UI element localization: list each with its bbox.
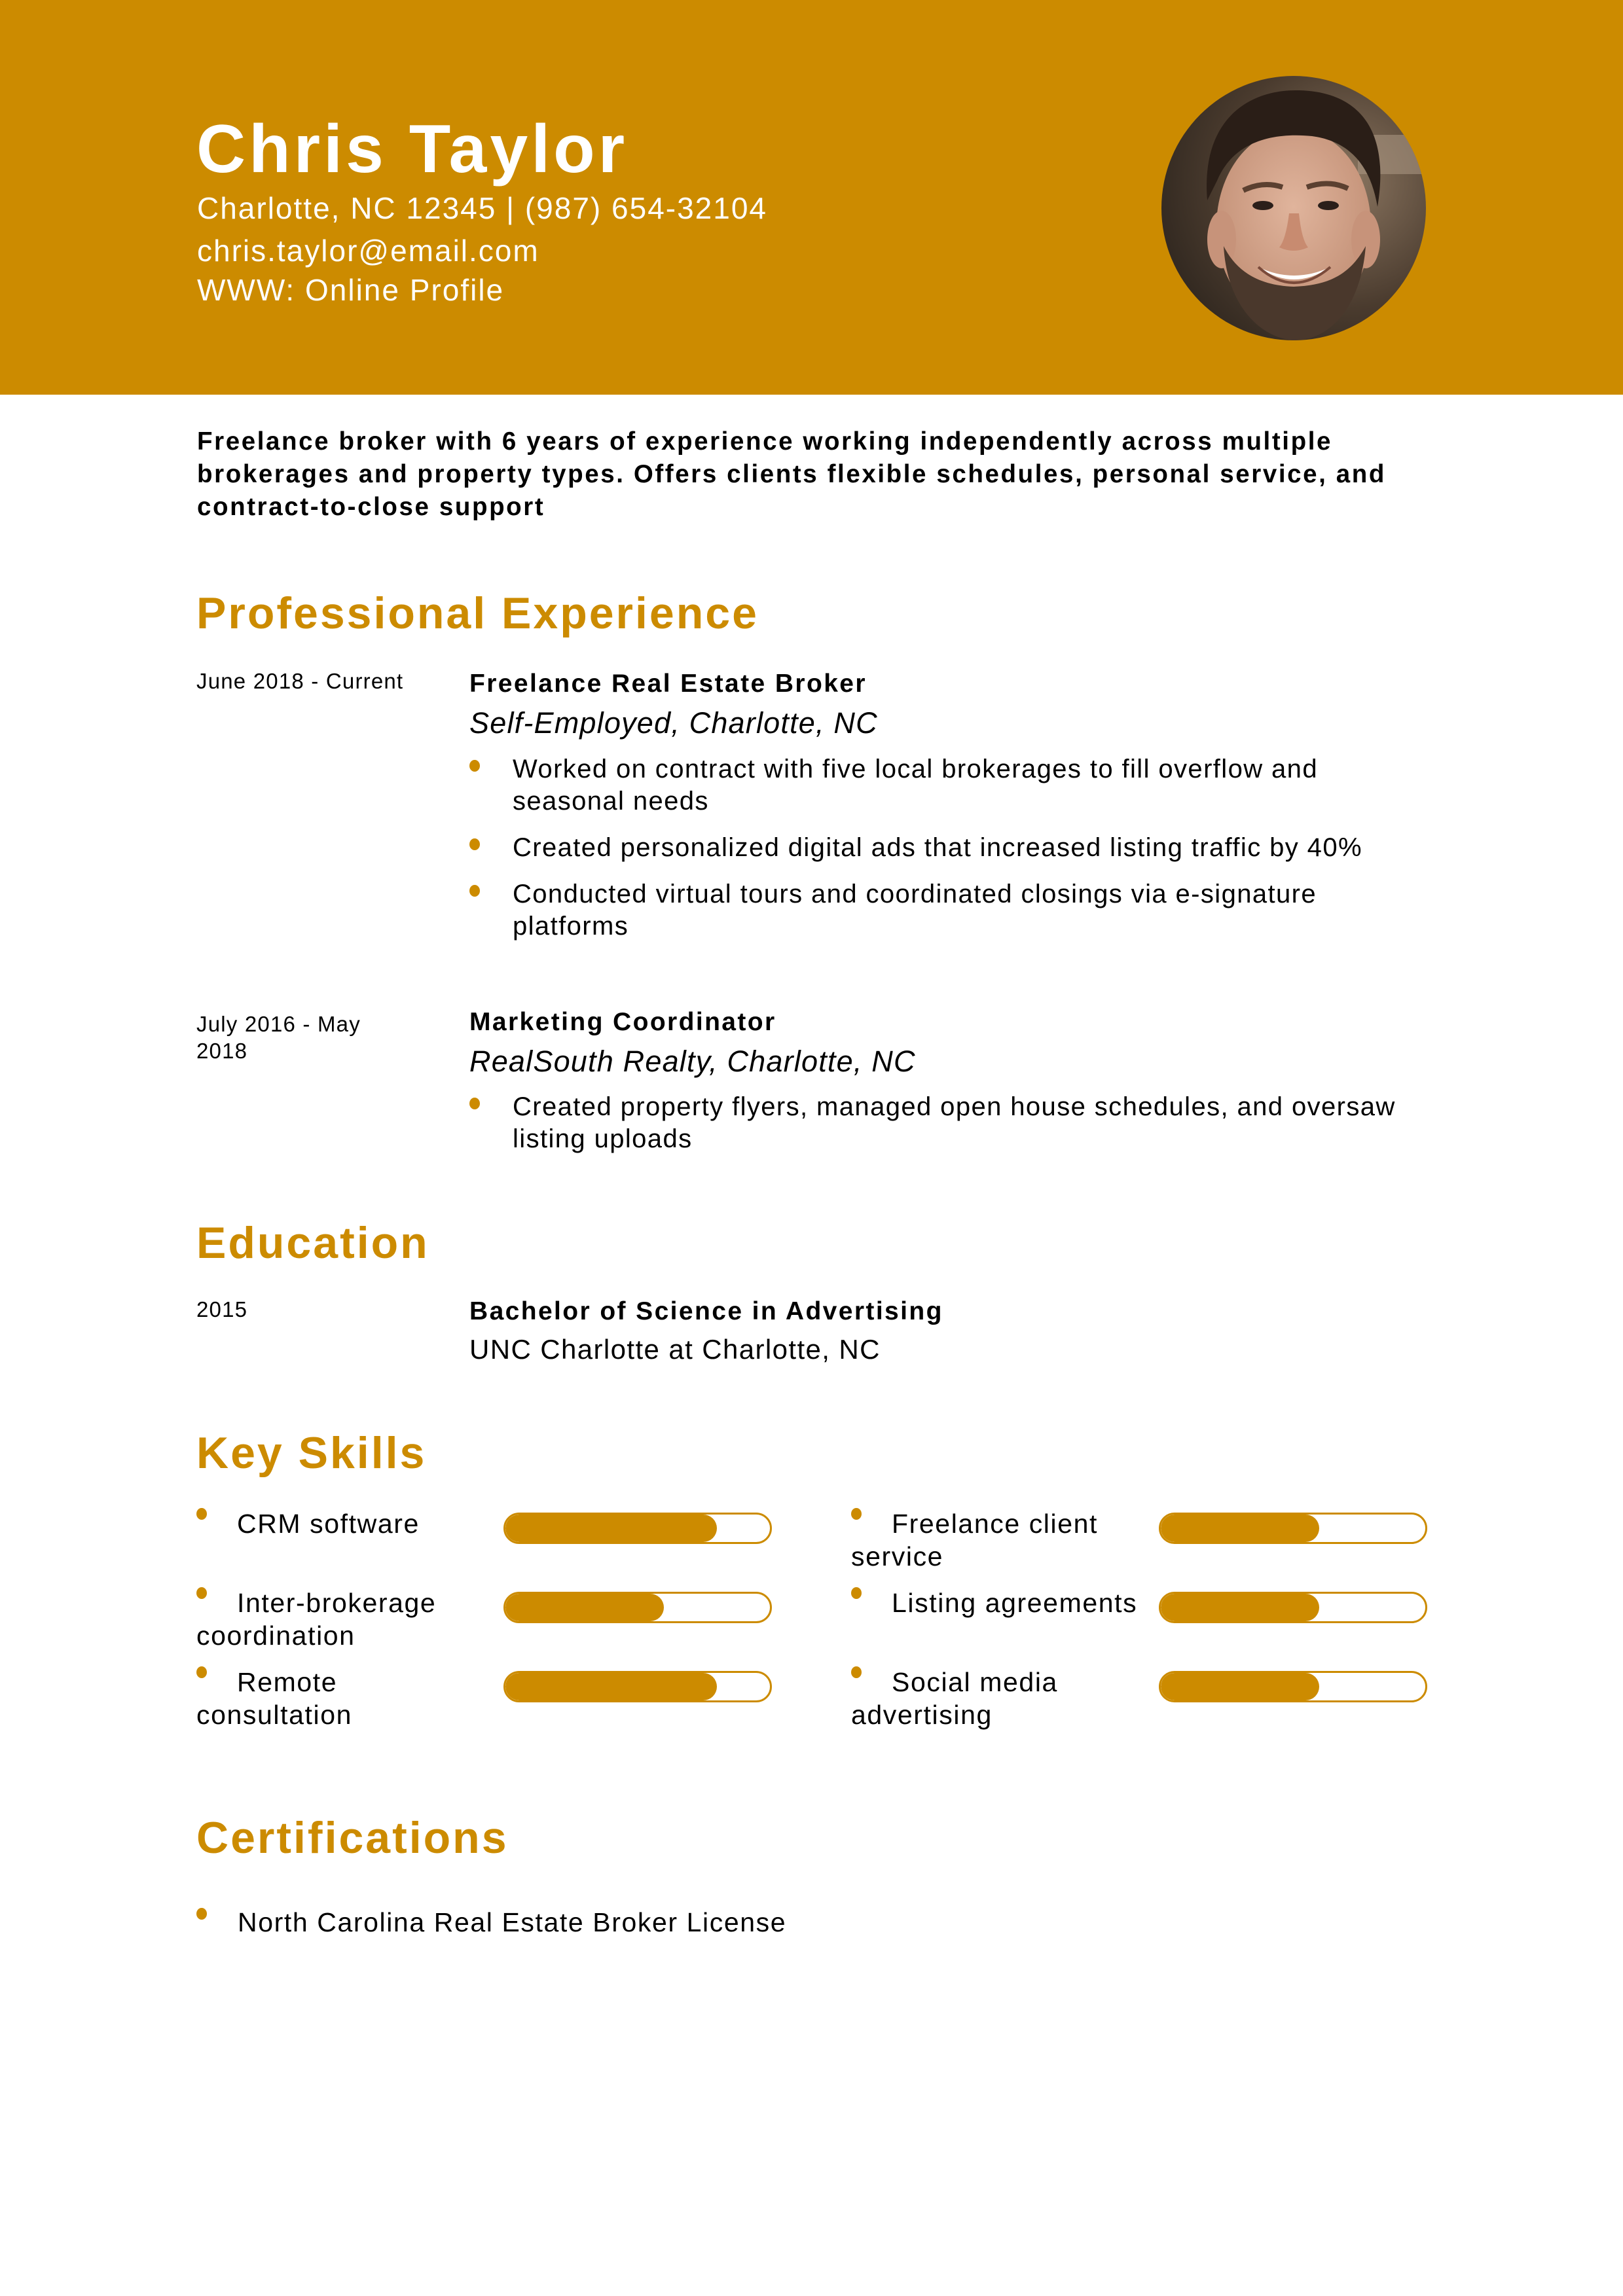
job-title: Marketing Coordinator	[469, 1008, 776, 1036]
bullet-text: Conducted virtual tours and coordinated closings via e-signature platforms	[513, 880, 1317, 941]
job-company: RealSouth Realty, Charlotte, NC	[469, 1045, 916, 1078]
degree-title: Bachelor of Science in Advertising	[469, 1297, 943, 1325]
bullet-icon	[469, 1098, 480, 1109]
skill-level-bar	[1159, 1671, 1427, 1702]
address-phone: Charlotte, NC 12345 | (987) 654-32104	[197, 191, 768, 225]
bullet-icon	[196, 1908, 207, 1920]
list-item	[469, 1091, 1432, 1155]
school-name: UNC Charlotte at Charlotte, NC	[469, 1334, 881, 1365]
bullet-icon	[469, 885, 480, 897]
skill-level-bar	[503, 1513, 772, 1544]
job-title: Freelance Real Estate Broker	[469, 670, 867, 698]
bullet-icon	[851, 1666, 862, 1678]
bullet-text: Created personalized digital ads that increased listing traffic by 40%	[513, 833, 1362, 862]
skill-level-fill	[1161, 1515, 1319, 1542]
candidate-name: Chris Taylor	[196, 111, 629, 187]
skill-level-bar	[503, 1671, 772, 1702]
skill-name: Inter-brokerage coordination	[196, 1588, 437, 1651]
skill-level-fill	[1161, 1673, 1319, 1700]
skill-item	[851, 1587, 1139, 1619]
skill-level-bar	[1159, 1592, 1427, 1623]
email-link[interactable]: chris.taylor@email.com	[197, 234, 539, 268]
skill-name: Remote consultation	[196, 1667, 353, 1730]
skill-item	[196, 1666, 484, 1731]
section-heading-experience: Professional Experience	[196, 588, 759, 638]
list-item	[469, 832, 1432, 864]
section-heading-education: Education	[196, 1218, 429, 1268]
job-bullets	[469, 1091, 1432, 1170]
section-heading-skills: Key Skills	[196, 1428, 427, 1478]
job-dates: June 2018 - Current	[196, 669, 404, 693]
profile-photo	[1161, 76, 1426, 340]
list-item	[469, 878, 1432, 942]
certification-item	[196, 1906, 786, 1939]
job-company: Self-Employed, Charlotte, NC	[469, 706, 878, 740]
bullet-icon	[196, 1666, 207, 1678]
skill-name: Listing agreements	[892, 1588, 1138, 1618]
bullet-icon	[469, 838, 480, 850]
list-item	[469, 753, 1432, 817]
bullet-icon	[469, 760, 480, 772]
skill-item	[851, 1507, 1139, 1573]
skill-name: CRM software	[237, 1509, 420, 1539]
bullet-icon	[196, 1508, 207, 1520]
job-bullets	[469, 753, 1432, 957]
skill-level-fill	[505, 1594, 664, 1621]
job-dates: July 2016 - May 2018	[196, 1012, 361, 1063]
bullet-text: Created property flyers, managed open house schedules, and oversaw listing uploads	[513, 1092, 1396, 1153]
skill-item	[196, 1507, 484, 1540]
skill-name: Social media advertising	[851, 1667, 1058, 1730]
portrait-icon	[1161, 76, 1426, 340]
skill-level-fill	[505, 1515, 717, 1542]
bullet-icon	[851, 1508, 862, 1520]
skill-name: Freelance client service	[851, 1509, 1099, 1571]
skill-level-fill	[1161, 1594, 1319, 1621]
skill-level-bar	[1159, 1513, 1427, 1544]
skill-level-bar	[503, 1592, 772, 1623]
bullet-icon	[196, 1587, 207, 1599]
certification-name: North Carolina Real Estate Broker License	[238, 1907, 787, 1937]
website-link[interactable]: WWW: Online Profile	[197, 273, 505, 307]
skill-item	[196, 1587, 484, 1652]
skill-level-fill	[505, 1673, 717, 1700]
education-year: 2015	[196, 1297, 248, 1321]
skill-item	[851, 1666, 1139, 1731]
bullet-icon	[851, 1587, 862, 1599]
bullet-text: Worked on contract with five local brokerages to fill overflow and seasonal needs	[513, 755, 1318, 816]
professional-summary: Freelance broker with 6 years of experience working independently across multiple brokerages and property types. Offers clients flexible schedules, personal service, and contract-to-close support	[197, 427, 1386, 521]
section-heading-certifications: Certifications	[196, 1813, 509, 1863]
